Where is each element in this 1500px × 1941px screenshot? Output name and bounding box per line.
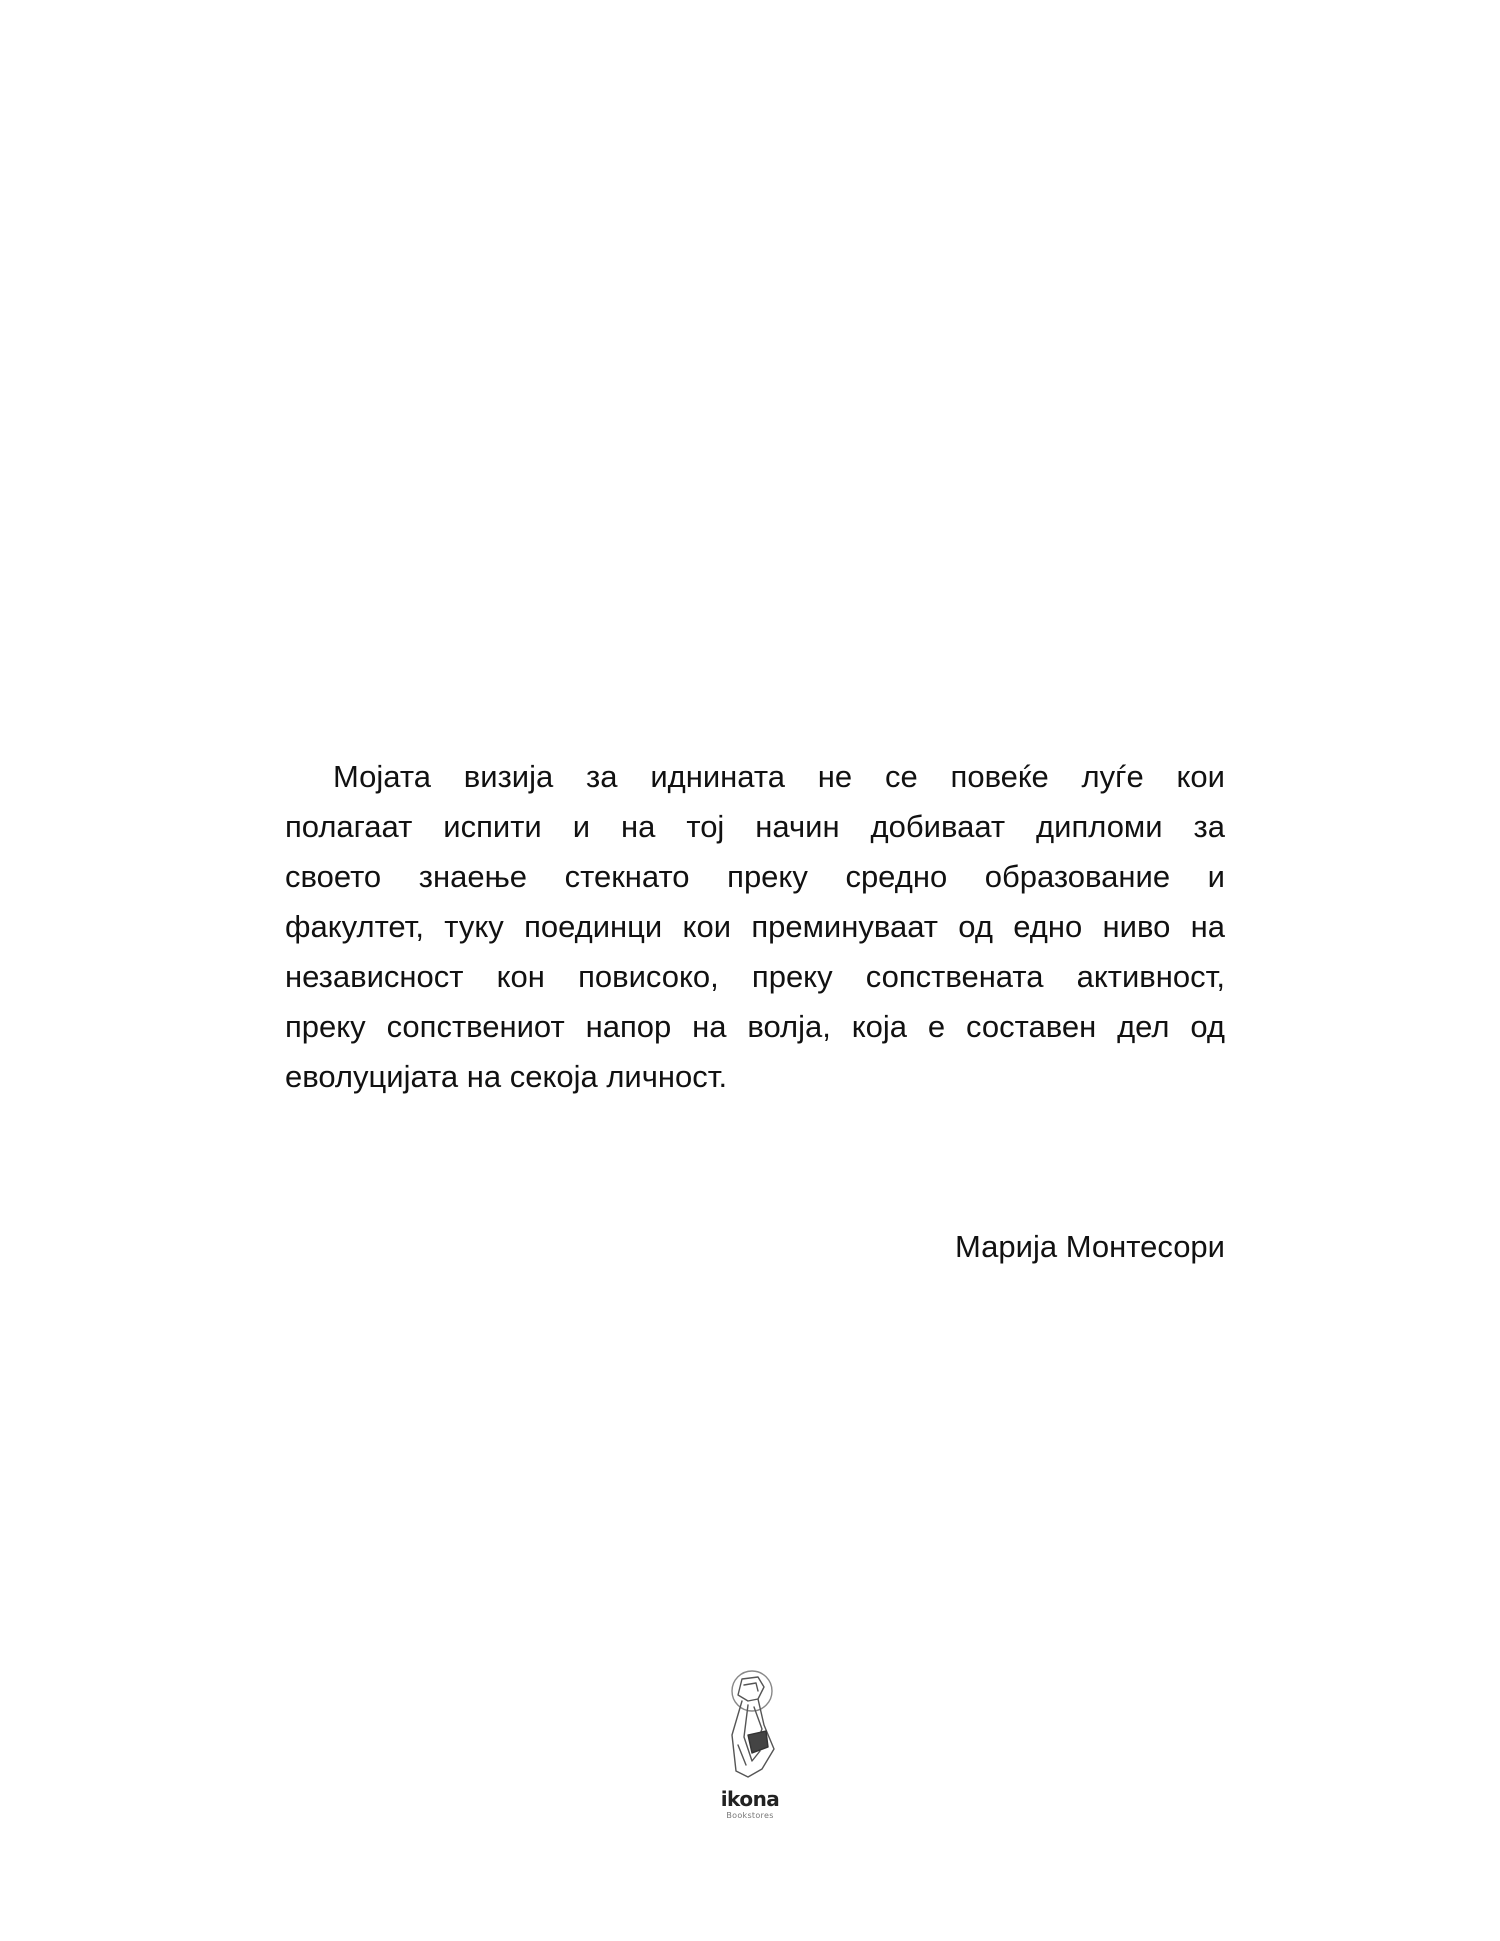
publisher-logo <box>700 1665 800 1835</box>
quote-line: полагаат испити и на тој начин добиваат дипломи за <box>285 809 1225 844</box>
quote-line: Мојата визија за иднината не се повеќе луѓе кои <box>333 759 1225 794</box>
logo-subtitle: Bookstores <box>726 1811 774 1820</box>
quote-line: независност кон повисоко, преку сопствената активност, <box>285 959 1225 994</box>
ikona-figure-logo-icon <box>718 1665 782 1787</box>
logo-wordmark: ikona <box>720 1787 780 1811</box>
quote-line: преку сопствениот напор на волја, која е составен дел од <box>285 1009 1225 1044</box>
quote-line: еволуцијата на секоја личност. <box>285 1059 728 1094</box>
quote-line: своето знаење стекнато преку средно образование и <box>285 859 1225 894</box>
quote-line: факултет, туку поединци кои преминуваат од едно ниво на <box>285 909 1225 944</box>
quote-paragraph <box>285 752 1225 1102</box>
quote-author: Марија Монтесори <box>955 1229 1225 1264</box>
